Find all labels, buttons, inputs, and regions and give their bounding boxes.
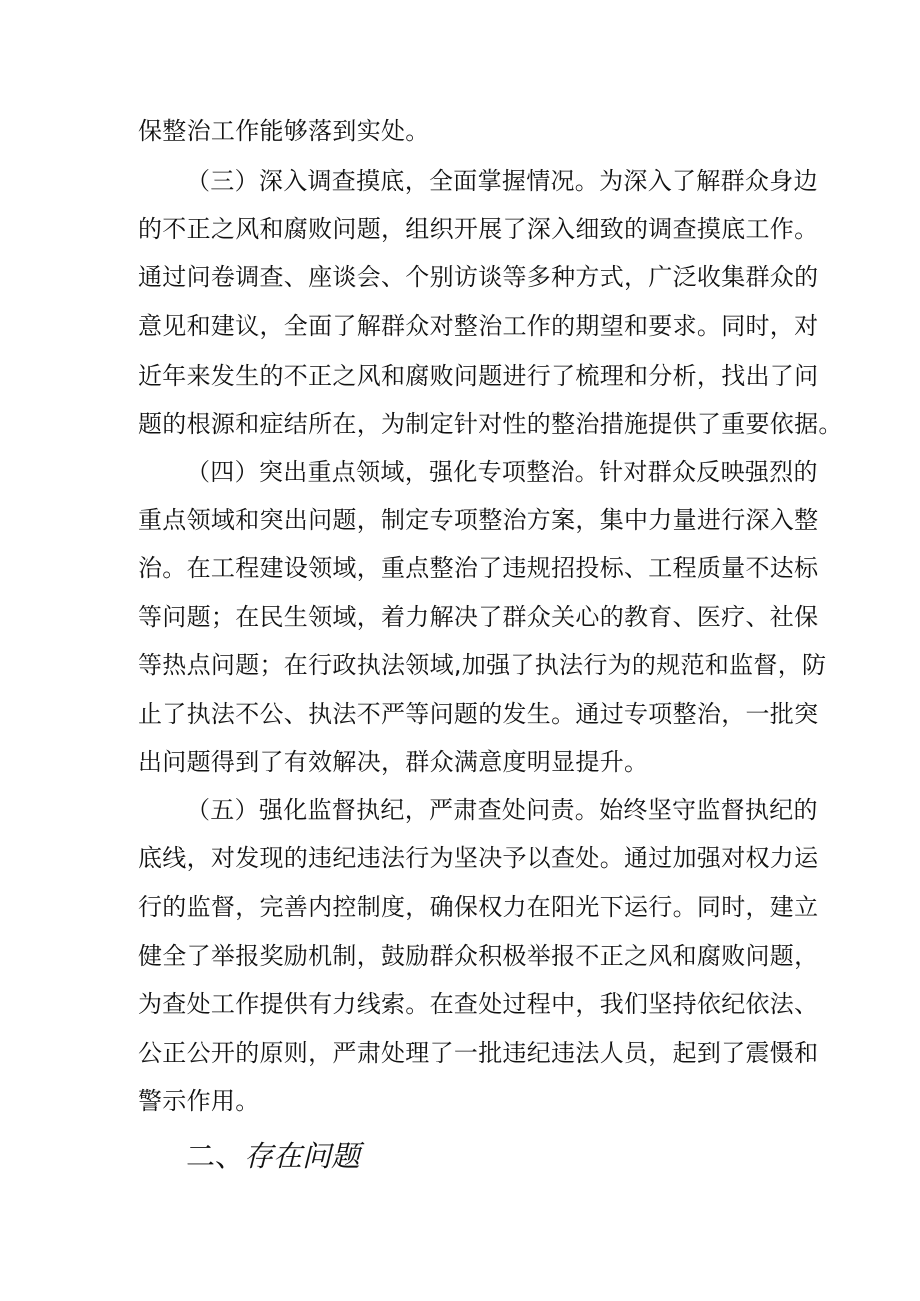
section-title: 存在问题: [244, 1139, 361, 1173]
paragraph-line: 等热点问题；在行政执法领域,加强了执法行为的规范和监督，防: [138, 651, 827, 679]
paragraph-line: 警示作用。: [138, 1087, 260, 1115]
paragraph-line: （五）强化监督执纪，严肃查处问责。始终坚守监督执纪的: [186, 796, 818, 824]
paragraph-line: 公正公开的原则，严肃处理了一批违纪违法人员，起到了震慑和: [138, 1039, 819, 1067]
paragraph-line: 的不正之风和腐败问题，组织开展了深入细致的调查摸底工作。: [138, 215, 819, 243]
paragraph-line: 出问题得到了有效解决，群众满意度明显提升。: [138, 748, 649, 776]
paragraph-line: 治。在工程建设领域，重点整治了违规招投标、工程质量不达标: [138, 554, 819, 582]
section-number: 二、: [186, 1139, 245, 1173]
paragraph-line: 等问题；在民生领域，着力解决了群众关心的教育、医疗、社保: [138, 603, 819, 631]
paragraph-line: 底线，对发现的违纪违法行为坚决予以查处。通过加强对权力运: [138, 844, 819, 872]
paragraph-line: （四）突出重点领域，强化专项整治。针对群众反映强烈的: [186, 458, 818, 486]
paragraph-line: 止了执法不公、执法不严等问题的发生。通过专项整治，一批突: [138, 700, 819, 728]
paragraph-line: 保整治工作能够落到实处。: [138, 117, 430, 145]
paragraph-line: 重点领域和突出问题，制定专项整治方案，集中力量进行深入整: [138, 506, 819, 534]
paragraph-line: （三）深入调查摸底，全面掌握情况。为深入了解群众身边: [186, 167, 818, 195]
paragraph-line: 行的监督，完善内控制度，确保权力在阳光下运行。同时，建立: [138, 893, 819, 921]
paragraph-line: 为查处工作提供有力线索。在查处过程中，我们坚持依纪依法、: [138, 990, 819, 1018]
paragraph-line: 意见和建议，全面了解群众对整治工作的期望和要求。同时，对: [138, 312, 819, 340]
paragraph-line: 通过问卷调查、座谈会、个别访谈等多种方式，广泛收集群众的: [138, 263, 819, 291]
paragraph-line: 健全了举报奖励机制，鼓励群众积极举报不正之风和腐败问题，: [138, 942, 819, 970]
section-heading: [186, 1138, 360, 1174]
paragraph-line: 题的根源和症结所在，为制定针对性的整治措施提供了重要依据。: [138, 410, 843, 438]
paragraph-line: 近年来发生的不正之风和腐败问题进行了梳理和分析，找出了问: [138, 362, 819, 390]
